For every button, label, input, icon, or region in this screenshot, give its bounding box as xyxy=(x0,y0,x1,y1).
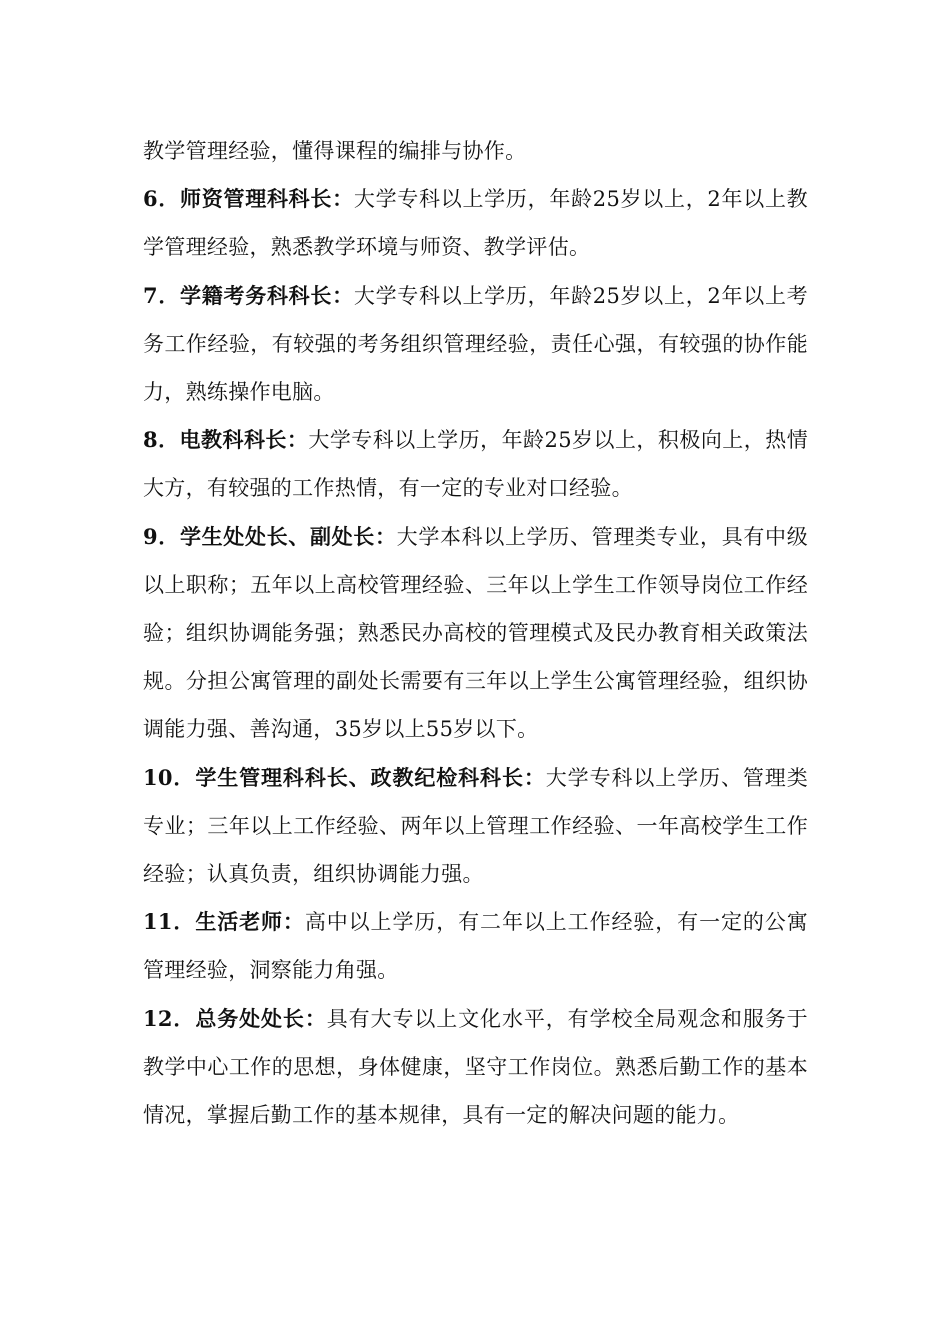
paragraph-lead: 6．师资管理科科长： xyxy=(143,186,354,212)
paragraph-text: 大学本科以上学历、管理类专业，具有中级以上职称；五年以上高校管理经验、三年以上学生工作领导岗位工作经验；组织协调能务强；熟悉民办高校的管理模式及民办教育相关政策法规。分担公寓管理的副处长需要有三年以上学生公寓管理经验，组织协调能力强、善沟通，35岁以上55岁以下。 xyxy=(143,524,809,742)
paragraph-item-12 xyxy=(143,995,808,1140)
paragraph-text: 具有大专以上文化水平，有学校全局观念和服务于教学中心工作的思想，身体健康，坚守工作岗位。熟悉后勤工作的基本情况，掌握后勤工作的基本规律，具有一定的解决问题的能力。 xyxy=(143,1006,808,1128)
paragraph-lead: 9．学生处处长、副处长： xyxy=(143,523,397,549)
paragraph-lead: 10．学生管理科科长、政教纪检科科长： xyxy=(143,764,546,790)
paragraph-text: 大学专科以上学历，年龄25岁以上，积极向上，热情大方，有较强的工作热情，有一定的专业对口经验。 xyxy=(143,428,809,501)
paragraph-lead: 11．生活老师： xyxy=(143,909,305,935)
paragraph-item-10 xyxy=(143,754,808,899)
paragraph-text: 大学专科以上学历，年龄25岁以上，2年以上考务工作经验，有较强的考务组织管理经验，责任心强，有较强的协作能力，熟练操作电脑。 xyxy=(143,283,808,405)
paragraph-text: 大学专科以上学历，年龄25岁以上，2年以上教学管理经验，熟悉教学环境与师资、教学评估。 xyxy=(143,187,808,260)
paragraph-text: 大学专科以上学历、管理类专业；三年以上工作经验、两年以上管理工作经验、一年高校学生工作经验；认真负责，组织协调能力强。 xyxy=(143,765,808,887)
paragraph-lead: 8．电教科科长： xyxy=(143,427,309,453)
paragraph-continuation xyxy=(143,127,808,175)
paragraph-text: 教学管理经验，懂得课程的编排与协作。 xyxy=(143,139,527,163)
document-page xyxy=(143,127,808,1139)
paragraph-item-6 xyxy=(143,175,808,271)
paragraph-item-11 xyxy=(143,898,808,994)
paragraph-lead: 7．学籍考务科科长： xyxy=(143,282,354,308)
paragraph-item-9 xyxy=(143,513,808,754)
paragraph-item-8 xyxy=(143,416,808,512)
paragraph-item-7 xyxy=(143,272,808,417)
paragraph-lead: 12．总务处处长： xyxy=(143,1005,327,1031)
paragraph-text: 高中以上学历，有二年以上工作经验，有一定的公寓管理经验，洞察能力角强。 xyxy=(143,910,808,983)
